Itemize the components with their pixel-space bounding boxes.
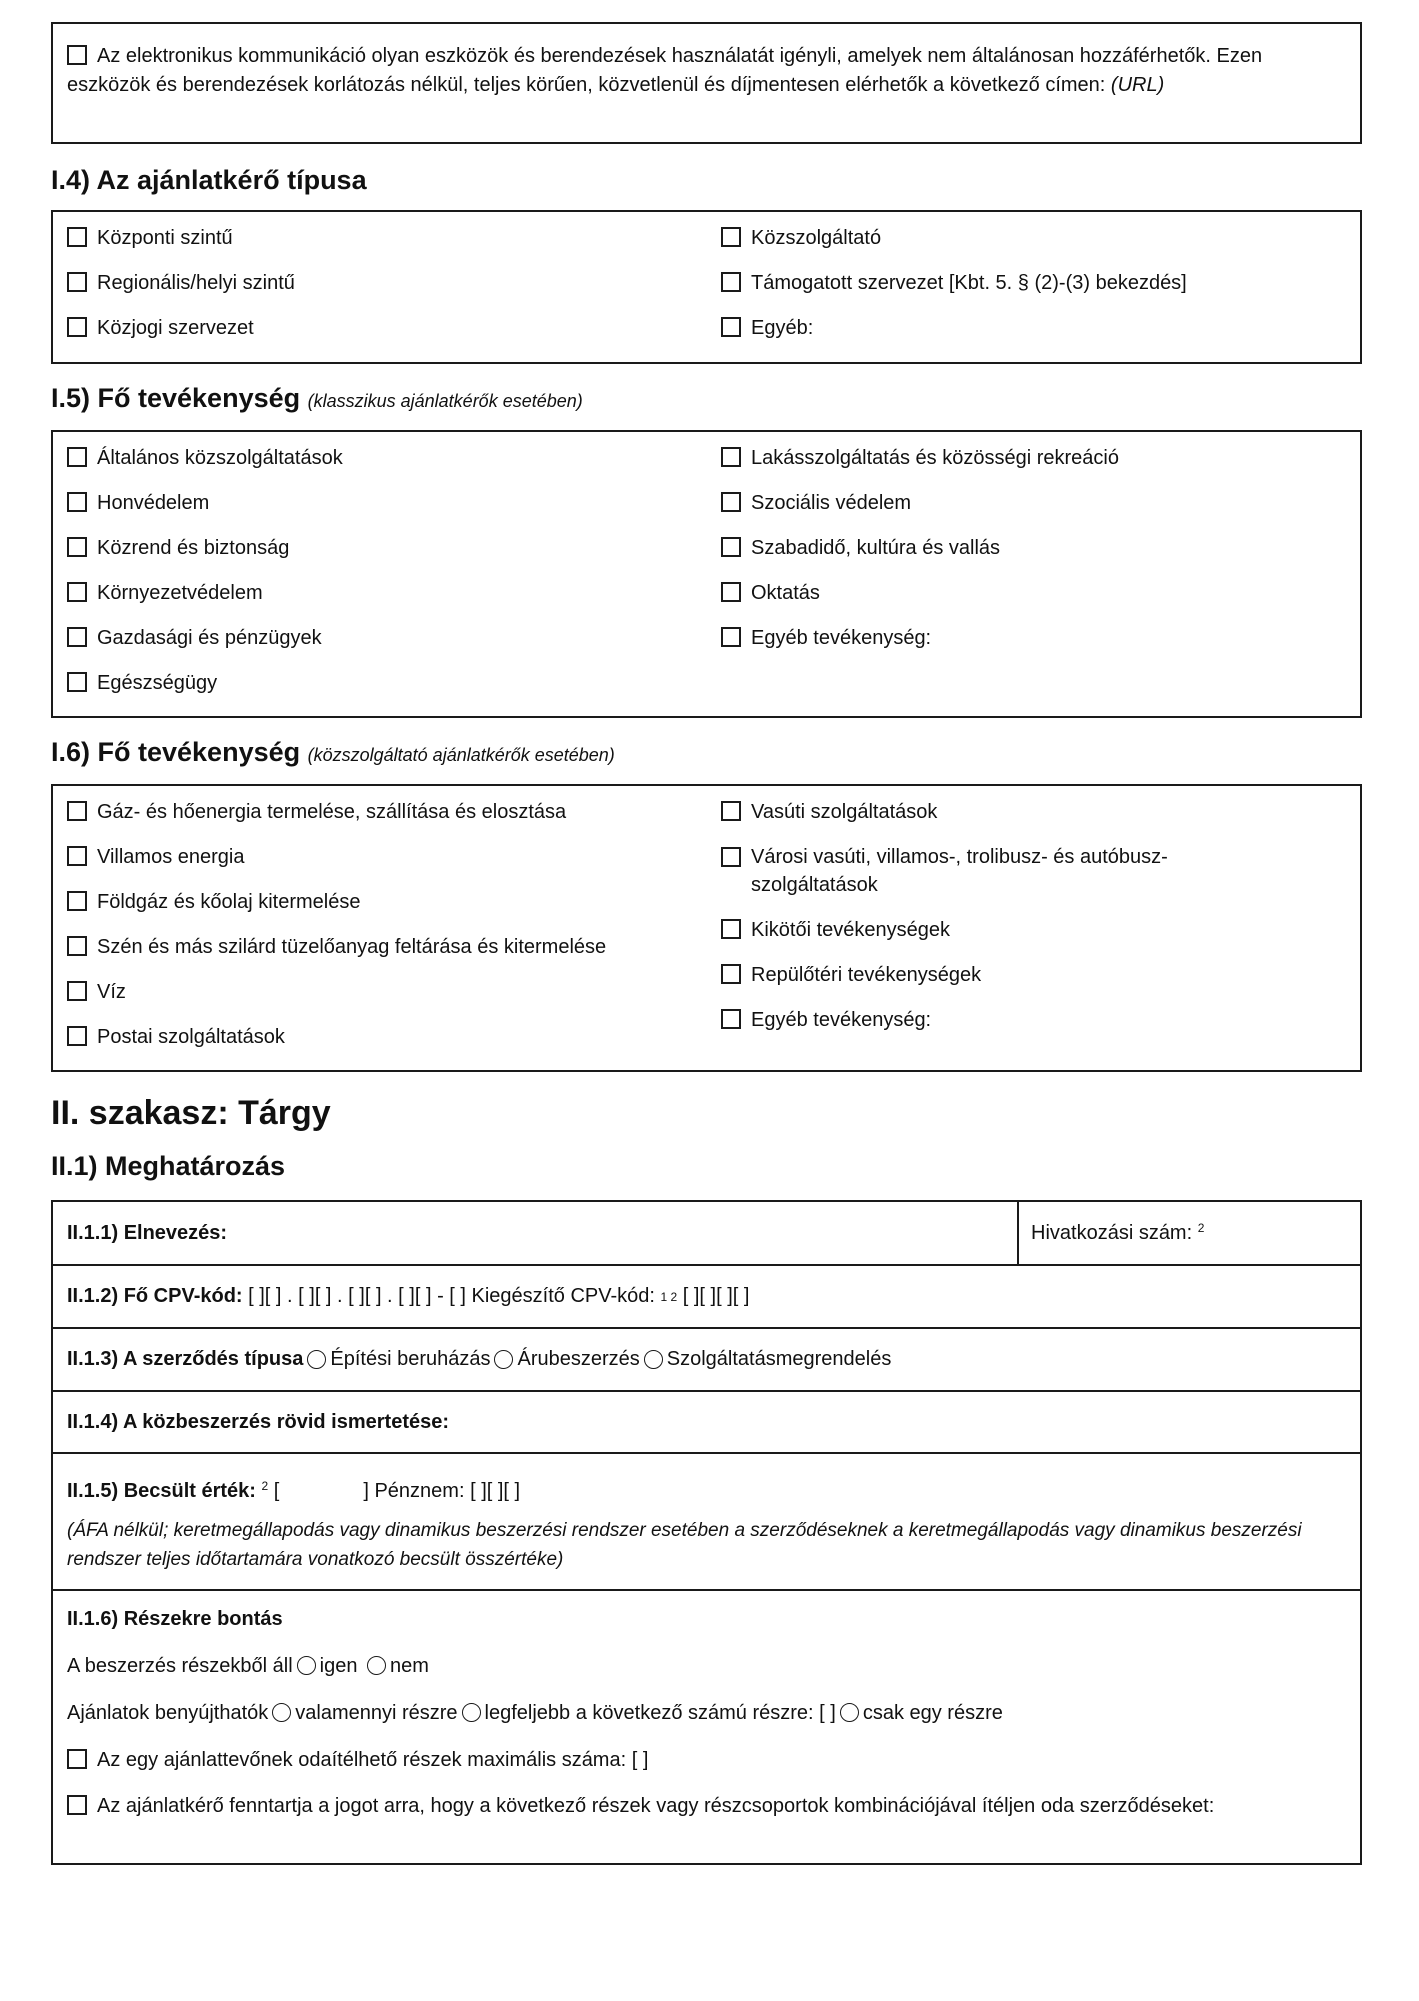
row-ii-1-4 [53, 1392, 1360, 1454]
list-item [721, 489, 1346, 517]
submission-text: Ajánlatok benyújthatók [67, 1702, 269, 1724]
item-label: Környezetvédelem [97, 582, 263, 604]
checkbox[interactable] [67, 272, 87, 292]
one-lot-radio[interactable] [840, 1703, 859, 1722]
section-i6-heading [51, 734, 1362, 784]
short-description-label: II.1.4) A közbeszerzés rövid ismertetése: [67, 1410, 450, 1433]
checkbox[interactable] [721, 537, 741, 557]
list-item [721, 269, 1346, 297]
reference-cell [1019, 1221, 1216, 1245]
list-item [67, 978, 721, 1006]
list-item [721, 624, 1346, 652]
checkbox[interactable] [721, 964, 741, 984]
services-radio[interactable] [644, 1350, 663, 1369]
section-i6-subtitle: (közszolgáltató ajánlatkérők esetében) [307, 745, 615, 765]
reserve-right-label: Az ajánlatkérő fenntartja a jogot arra, hogy a következő részek vagy részcsoportok kombinációjával ítéljen oda szerződéseket: [97, 1795, 1215, 1817]
section-ii1-title: II.1) Meghatározás [51, 1151, 286, 1181]
checkbox[interactable] [67, 582, 87, 602]
checkbox[interactable] [721, 1009, 741, 1029]
max-lots-radio[interactable] [462, 1703, 481, 1722]
electronic-communication-item [67, 42, 1346, 100]
item-label: Szabadidő, kultúra és vallás [751, 537, 1001, 559]
section-i5-left-column [67, 444, 721, 697]
reference-label: Hivatkozási szám: [1031, 1222, 1193, 1244]
section-i5-subtitle: (klasszikus ajánlatkérők esetében) [307, 391, 583, 411]
list-item [721, 798, 1346, 826]
checkbox[interactable] [67, 801, 87, 821]
list-item [67, 489, 721, 517]
all-lots-radio[interactable] [272, 1703, 291, 1722]
item-label: Egészségügy [97, 672, 218, 694]
lots-yes-radio[interactable] [297, 1656, 316, 1675]
works-radio[interactable] [307, 1350, 326, 1369]
reserve-right-item [67, 1792, 1346, 1821]
checkbox[interactable] [721, 627, 741, 647]
section-i6-title: I.6) Fő tevékenység [51, 737, 301, 767]
checkbox[interactable] [67, 537, 87, 557]
list-item [721, 534, 1346, 562]
item-label: Általános közszolgáltatások [97, 447, 343, 469]
contract-type-label: II.1.3) A szerződés típusa [67, 1348, 304, 1370]
item-label: Közszolgáltató [751, 227, 882, 249]
item-label: Egyéb: [751, 317, 814, 339]
checkbox[interactable] [721, 801, 741, 821]
item-label: Szociális védelem [751, 492, 912, 514]
max-lots-label: legfeljebb a következő számú részre: [ ] [484, 1702, 836, 1724]
max-award-item [67, 1746, 1346, 1774]
checkbox[interactable] [721, 317, 741, 337]
currency-field: Pénznem: [ ][ ][ ] [374, 1480, 521, 1502]
section-i4-right-column [721, 224, 1346, 342]
section-ii-title: II. szakasz: Tárgy [51, 1094, 331, 1132]
one-lot-label: csak egy részre [862, 1702, 1003, 1724]
section-i6-right-column [721, 798, 1346, 1051]
checkbox[interactable] [721, 582, 741, 602]
checkbox[interactable] [67, 227, 87, 247]
checkbox[interactable] [721, 447, 741, 467]
item-label: Egyéb tevékenység: [751, 1009, 932, 1031]
list-item [67, 669, 721, 697]
item-label: Repülőtéri tevékenységek [751, 964, 982, 986]
list-item [67, 1023, 721, 1051]
item-label: Közjogi szervezet [97, 317, 254, 339]
form-page [51, 22, 1362, 1865]
list-item [721, 314, 1346, 342]
checkbox[interactable] [67, 936, 87, 956]
list-item [67, 444, 721, 472]
item-label: Gáz- és hőenergia termelése, szállítása és elosztása [97, 801, 567, 823]
item-label: Gazdasági és pénzügyek [97, 627, 322, 649]
section-i5-right-column [721, 444, 1346, 697]
supplies-radio[interactable] [494, 1350, 513, 1369]
all-lots-label: valamennyi részre [295, 1702, 458, 1724]
checkbox[interactable] [67, 627, 87, 647]
electronic-communication-checkbox[interactable] [67, 45, 87, 65]
list-item [67, 624, 721, 652]
item-label: Regionális/helyi szintű [97, 272, 295, 294]
checkbox[interactable] [67, 846, 87, 866]
max-award-label: Az egy ajánlattevőnek odaítélhető részek maximális száma: [ ] [97, 1749, 649, 1771]
extra-cpv-label: Kiegészítő CPV-kód: [471, 1285, 655, 1307]
works-label: Építési beruházás [330, 1348, 491, 1370]
lots-text: A beszerzés részekből áll [67, 1655, 293, 1677]
item-label: Honvédelem [97, 492, 210, 514]
item-label: Oktatás [751, 582, 820, 604]
lots-no-label: nem [390, 1655, 429, 1677]
electronic-communication-box [51, 22, 1362, 144]
item-label: Földgáz és kőolaj kitermelése [97, 891, 361, 913]
row-ii-1-2 [53, 1266, 1360, 1329]
list-item [67, 269, 721, 297]
item-label: Egyéb tevékenység: [751, 627, 932, 649]
checkbox[interactable] [67, 891, 87, 911]
list-item [721, 444, 1346, 472]
item-label: Postai szolgáltatások [97, 1026, 285, 1048]
checkbox[interactable] [67, 981, 87, 1001]
checkbox[interactable] [67, 492, 87, 512]
item-label: Városi vasúti, villamos-, trolibusz- és autóbusz-szolgáltatások [751, 846, 1168, 896]
row-ii-1-5 [53, 1454, 1360, 1591]
estimated-value-label: II.1.5) Becsült érték: [67, 1480, 256, 1502]
list-item [67, 843, 721, 871]
item-label: Központi szintű [97, 227, 233, 249]
lots-yes-label: igen [319, 1655, 358, 1677]
list-item [67, 579, 721, 607]
list-item [721, 1006, 1346, 1034]
item-label: Villamos energia [97, 846, 245, 868]
list-item [721, 961, 1346, 989]
checkbox[interactable] [67, 1026, 87, 1046]
section-i5-title: I.5) Fő tevékenység [51, 383, 301, 413]
value-bracket-close: ] [363, 1480, 369, 1502]
estimated-value-note: (ÁFA nélkül; keretmegállapodás vagy dinamikus beszerzési rendszer esetében a szerződéseknek a keretmegállapodás vagy dinamikus beszerzési rendszer teljes időtartamára vonatkozó becsült összértéke) [67, 1520, 1302, 1570]
list-item [67, 888, 721, 916]
url-label: (URL) [1110, 74, 1165, 96]
section-i5-box [51, 430, 1362, 718]
list-item [721, 916, 1346, 944]
section-i6-left-column [67, 798, 721, 1051]
list-item [721, 224, 1346, 252]
reference-footnote: 2 [1197, 1221, 1205, 1235]
list-item [67, 314, 721, 342]
max-award-checkbox[interactable] [67, 1749, 87, 1769]
lots-label: II.1.6) Részekre bontás [67, 1608, 283, 1630]
list-item [67, 224, 721, 252]
section-i5-heading [51, 380, 1362, 430]
extra-cpv-code: [ ][ ][ ][ ] [682, 1285, 750, 1307]
item-label: Kikötői tevékenységek [751, 919, 951, 941]
services-label: Szolgáltatásmegrendelés [666, 1348, 892, 1370]
row-ii-1-1 [53, 1202, 1360, 1266]
section-i4-title: I.4) Az ajánlatkérő típusa [51, 165, 367, 195]
checkbox[interactable] [67, 317, 87, 337]
item-label: Közrend és biztonság [97, 537, 290, 559]
checkbox[interactable] [67, 447, 87, 467]
item-label: Lakásszolgáltatás és közösségi rekreáció [751, 447, 1119, 469]
cpv-code: [ ][ ] . [ ][ ] . [ ][ ] . [ ][ ] - [ ] [248, 1285, 466, 1307]
checkbox[interactable] [721, 847, 741, 867]
cpv-label: II.1.2) Fő CPV-kód: [67, 1285, 243, 1307]
list-item [721, 843, 1346, 899]
value-bracket-open: [ [273, 1480, 280, 1502]
row-ii-1-6 [53, 1591, 1360, 1863]
item-label: Szén és más szilárd tüzelőanyag feltárása és kitermelése [97, 936, 607, 958]
item-label: Víz [97, 981, 126, 1003]
extra-cpv-footnote: 1 2 [660, 1289, 678, 1304]
section-i4-left-column [67, 224, 721, 342]
estimated-value-line [67, 1472, 1346, 1505]
checkbox[interactable] [67, 672, 87, 692]
row-ii-1-3 [53, 1329, 1360, 1392]
supplies-label: Árubeszerzés [517, 1348, 640, 1370]
item-label: Támogatott szervezet [Kbt. 5. § (2)-(3) bekezdés] [751, 272, 1187, 294]
electronic-communication-text: Az elektronikus kommunikáció olyan eszközök és berendezések használatát igényli, amelyek nem általánosan hozzáférhetők. Ezen eszközök és berendezések korlátozás nélkül, teljes körűen, közvetlenül és díjmentesen elérhetők a következő címen: [67, 45, 1263, 96]
section-i4-box [51, 210, 1362, 364]
checkbox[interactable] [721, 272, 741, 292]
checkbox[interactable] [721, 492, 741, 512]
list-item [67, 933, 721, 961]
list-item [67, 534, 721, 562]
list-item [67, 798, 721, 826]
tender-submission [67, 1699, 1346, 1727]
title-cell [53, 1202, 1019, 1264]
section-ii1-box [51, 1200, 1362, 1865]
list-item [721, 579, 1346, 607]
checkbox[interactable] [721, 227, 741, 247]
checkbox[interactable] [721, 919, 741, 939]
lots-no-radio[interactable] [367, 1656, 386, 1675]
item-label: Vasúti szolgáltatások [751, 801, 938, 823]
section-i6-box [51, 784, 1362, 1072]
estimated-value-footnote: 2 [261, 1479, 269, 1493]
lots-question [67, 1652, 1346, 1680]
reserve-right-checkbox[interactable] [67, 1795, 87, 1815]
title-label: II.1.1) Elnevezés: [67, 1221, 228, 1244]
